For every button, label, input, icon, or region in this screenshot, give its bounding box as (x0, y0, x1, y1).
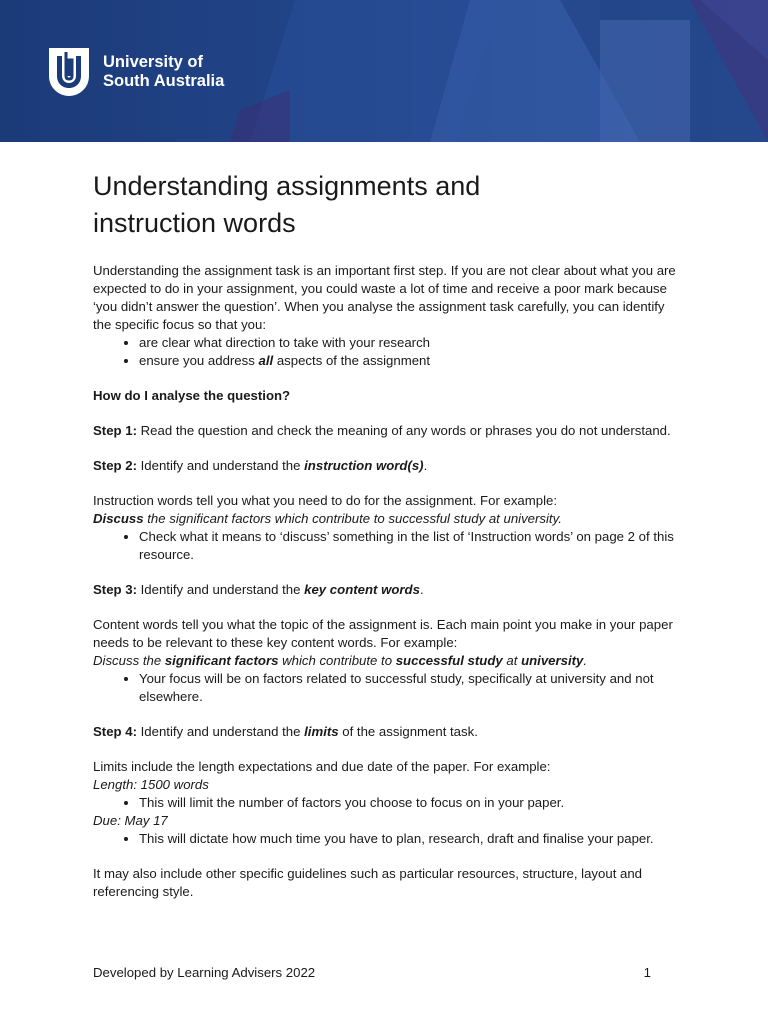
content-bullet-list (93, 670, 678, 706)
step-label: Step 2: (93, 458, 137, 473)
step-text: . (419, 582, 424, 597)
list-item (139, 528, 678, 564)
title-line-2: instruction words (93, 208, 296, 238)
example-text: the significant factors which contribute to successful study at university. (143, 511, 562, 526)
shield-icon (47, 46, 91, 98)
example-emphasis: successful study (395, 653, 503, 668)
bullet-text: aspects of the assignment (273, 353, 431, 368)
instruction-example (93, 510, 678, 528)
bullet-text: are clear what direction to take with your research (139, 335, 430, 350)
list-item (139, 670, 678, 706)
limits-intro: Limits include the length expectations and due date of the paper. For example: (93, 759, 551, 774)
list-item (139, 830, 678, 848)
step-text: Identify and understand the (136, 724, 305, 739)
content-example (93, 652, 678, 670)
step-label: Step 1: (93, 423, 137, 438)
step-2 (93, 457, 678, 475)
page-number: 1 (643, 965, 651, 980)
list-item (139, 794, 678, 812)
university-logo[interactable] (47, 46, 224, 98)
instruction-bullet-list (93, 528, 678, 564)
step-text: Identify and understand the (136, 458, 305, 473)
title-line-1: Understanding assignments and (93, 171, 481, 201)
example-emphasis: Discuss (93, 511, 144, 526)
step-text: of the assignment task. (338, 724, 478, 739)
closing-paragraph: It may also include other specific guidelines such as particular resources, structure, layout and referencing style. (93, 866, 643, 899)
step-text: . (423, 458, 428, 473)
example-text: at (502, 653, 522, 668)
list-item (139, 334, 678, 352)
step-text: Read the question and check the meaning of any words or phrases you do not understand. (136, 423, 671, 438)
page-title (93, 168, 678, 242)
step-emphasis: limits (304, 724, 339, 739)
step-1 (93, 422, 678, 440)
footer-credit: Developed by Learning Advisers 2022 (93, 965, 316, 980)
content-intro: Content words tell you what the topic of the assignment is. Each main point you make in your paper needs to be relevant to these key content words. For example: (93, 617, 673, 650)
example-text: . (583, 653, 588, 668)
instruction-intro: Instruction words tell you what you need to do for the assignment. For example: (93, 493, 558, 508)
bullet-text: This will dictate how much time you have to plan, research, draft and finalise your paper. (139, 831, 654, 846)
example-text: Discuss the (93, 653, 165, 668)
length-bullet-list (93, 794, 678, 812)
header-banner (0, 0, 768, 142)
due-line: Due: May 17 (93, 813, 168, 828)
page-footer (93, 964, 651, 982)
step-label: Step 4: (93, 724, 137, 739)
due-bullet-list (93, 830, 678, 848)
step-emphasis: instruction word(s) (304, 458, 424, 473)
step-4 (93, 723, 678, 741)
length-line: Length: 1500 words (93, 777, 209, 792)
intro-bullet-list (93, 334, 678, 370)
document-body (93, 168, 678, 901)
logo-line-2: South Australia (103, 72, 225, 90)
example-emphasis: significant factors (164, 653, 279, 668)
bullet-text: This will limit the number of factors you choose to focus on in your paper. (139, 795, 565, 810)
emphasis-all: all (258, 353, 274, 368)
bullet-text: ensure you address (139, 353, 259, 368)
bullet-text: Your focus will be on factors related to successful study, specifically at university and not elsewhere. (139, 671, 654, 704)
list-item (139, 352, 678, 370)
step-label: Step 3: (93, 582, 137, 597)
logo-wordmark (103, 53, 224, 91)
bullet-text: Check what it means to ‘discuss’ something in the list of ‘Instruction words’ on page 2 of this resource. (139, 529, 674, 562)
step-emphasis: key content words (304, 582, 420, 597)
step-text: Identify and understand the (136, 582, 305, 597)
example-text: which contribute to (278, 653, 396, 668)
example-emphasis: university (521, 653, 584, 668)
intro-paragraph: Understanding the assignment task is an important first step. If you are not clear about what you are expected to do in your assignment, you could waste a lot of time and receive a poor mark because ‘you didn’t answer the question’. When you analyse the assignment task carefully, you can identify the specific focus so that you: (93, 263, 676, 332)
section-heading: How do I analyse the question? (93, 388, 291, 403)
step-3 (93, 581, 678, 599)
logo-line-1: University of (103, 53, 203, 71)
